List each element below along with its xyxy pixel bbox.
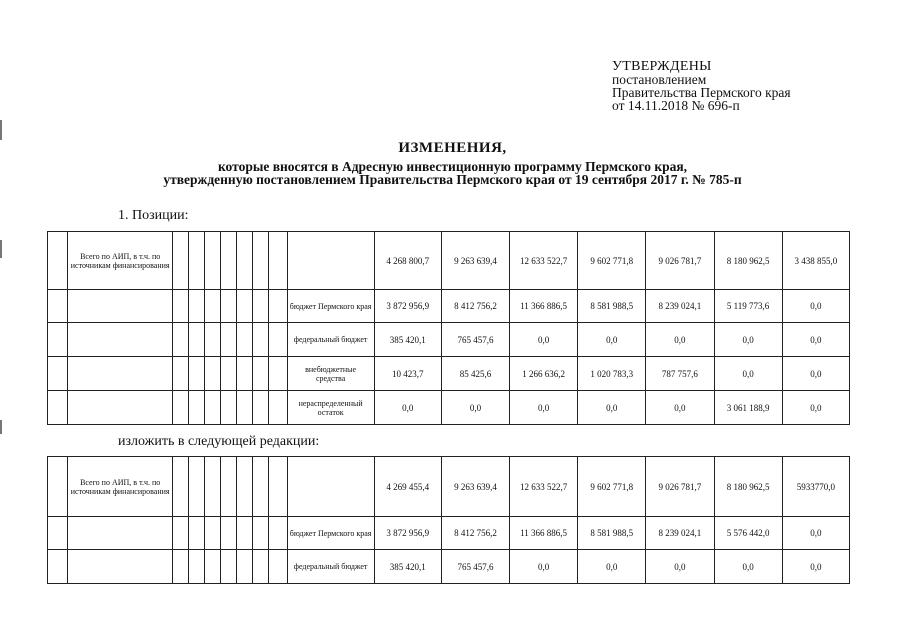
value-cell: 8 239 024,1 xyxy=(646,517,714,550)
value-cell: 0,0 xyxy=(782,290,849,323)
empty-cell xyxy=(253,290,269,323)
funding-source-cell: бюджет Пермского края xyxy=(287,290,374,323)
row-label-cell xyxy=(68,357,173,391)
value-cell: 5 576 442,0 xyxy=(714,517,782,550)
value-cell: 0,0 xyxy=(782,391,849,425)
empty-cell xyxy=(269,550,287,584)
approval-title: УТВЕРЖДЕНЫ xyxy=(612,59,712,74)
empty-cell xyxy=(205,550,221,584)
empty-cell xyxy=(237,457,253,517)
empty-cell xyxy=(189,550,205,584)
value-cell: 0,0 xyxy=(782,323,849,357)
empty-cell xyxy=(173,290,189,323)
approval-line: Правительства Пермского края xyxy=(612,85,791,100)
value-cell: 9 026 781,7 xyxy=(646,232,714,290)
empty-cell xyxy=(48,232,68,290)
value-cell: 0,0 xyxy=(646,550,714,584)
empty-cell xyxy=(48,457,68,517)
value-cell: 8 180 962,5 xyxy=(714,232,782,290)
empty-cell xyxy=(48,550,68,584)
value-cell: 9 263 639,4 xyxy=(441,232,509,290)
empty-cell xyxy=(173,391,189,425)
approval-block xyxy=(612,60,791,112)
row-label-cell: Всего по АИП, в т.ч. по источникам финансирования xyxy=(68,232,173,290)
value-cell: 0,0 xyxy=(646,391,714,425)
empty-cell xyxy=(253,232,269,290)
value-cell: 8 581 988,5 xyxy=(578,517,646,550)
empty-cell xyxy=(48,391,68,425)
value-cell: 9 263 639,4 xyxy=(441,457,509,517)
row-label-cell: Всего по АИП, в т.ч. по источникам финансирования xyxy=(68,457,173,517)
section-new-edition: изложить в следующей редакции: xyxy=(118,434,320,449)
approval-line: от 14.11.2018 № 696-п xyxy=(612,98,740,113)
empty-cell xyxy=(221,323,237,357)
empty-cell xyxy=(237,232,253,290)
empty-cell xyxy=(237,517,253,550)
empty-cell xyxy=(173,517,189,550)
empty-cell xyxy=(237,357,253,391)
funding-source-cell: федеральный бюджет xyxy=(287,550,374,584)
funding-source-cell: внебюджетные средства xyxy=(287,357,374,391)
empty-cell xyxy=(189,357,205,391)
empty-cell xyxy=(221,290,237,323)
row-label-cell xyxy=(68,517,173,550)
value-cell: 8 239 024,1 xyxy=(646,290,714,323)
value-cell: 0,0 xyxy=(646,323,714,357)
empty-cell xyxy=(237,391,253,425)
value-cell: 9 602 771,8 xyxy=(578,457,646,517)
row-label-cell xyxy=(68,323,173,357)
value-cell: 12 633 522,7 xyxy=(510,232,578,290)
empty-cell xyxy=(253,550,269,584)
value-cell: 0,0 xyxy=(782,357,849,391)
value-cell: 85 425,6 xyxy=(441,357,509,391)
empty-cell xyxy=(253,391,269,425)
value-cell: 4 269 455,4 xyxy=(374,457,441,517)
value-cell: 787 757,6 xyxy=(646,357,714,391)
value-cell: 0,0 xyxy=(714,323,782,357)
section-positions: 1. Позиции: xyxy=(118,208,189,223)
value-cell: 9 026 781,7 xyxy=(646,457,714,517)
value-cell: 0,0 xyxy=(782,550,849,584)
empty-cell xyxy=(205,323,221,357)
funding-source-cell: нераспределенный остаток xyxy=(287,391,374,425)
value-cell: 0,0 xyxy=(782,517,849,550)
empty-cell xyxy=(205,517,221,550)
table-row xyxy=(48,391,850,425)
value-cell: 10 423,7 xyxy=(374,357,441,391)
table-row xyxy=(48,457,850,517)
empty-cell xyxy=(189,290,205,323)
empty-cell xyxy=(173,550,189,584)
empty-cell xyxy=(205,232,221,290)
value-cell: 3 872 956,9 xyxy=(374,290,441,323)
value-cell: 5 119 773,6 xyxy=(714,290,782,323)
value-cell: 0,0 xyxy=(374,391,441,425)
value-cell: 8 412 756,2 xyxy=(441,517,509,550)
empty-cell xyxy=(189,391,205,425)
subtitle-line: утвержденную постановлением Правительства Пермского края от 19 сентября 2017 г. № 785-п xyxy=(163,172,742,187)
value-cell: 8 412 756,2 xyxy=(441,290,509,323)
table-row xyxy=(48,323,850,357)
value-cell: 0,0 xyxy=(578,550,646,584)
empty-cell xyxy=(205,357,221,391)
empty-cell xyxy=(237,290,253,323)
empty-cell xyxy=(269,517,287,550)
value-cell: 385 420,1 xyxy=(374,550,441,584)
empty-cell xyxy=(205,457,221,517)
empty-cell xyxy=(269,357,287,391)
empty-cell xyxy=(48,290,68,323)
subtitle-line: которые вносятся в Адресную инвестиционную программу Пермского края, xyxy=(217,159,688,174)
value-cell: 0,0 xyxy=(510,391,578,425)
empty-cell xyxy=(221,517,237,550)
value-cell: 4 268 800,7 xyxy=(374,232,441,290)
value-cell: 0,0 xyxy=(510,550,578,584)
empty-cell xyxy=(253,517,269,550)
empty-cell xyxy=(253,323,269,357)
empty-cell xyxy=(269,457,287,517)
value-cell: 8 180 962,5 xyxy=(714,457,782,517)
empty-cell xyxy=(221,357,237,391)
row-label-cell xyxy=(68,550,173,584)
table-row xyxy=(48,357,850,391)
value-cell: 3 872 956,9 xyxy=(374,517,441,550)
empty-cell xyxy=(269,232,287,290)
empty-cell xyxy=(221,232,237,290)
empty-cell xyxy=(173,232,189,290)
empty-cell xyxy=(173,323,189,357)
table-row xyxy=(48,290,850,323)
funding-source-cell: федеральный бюджет xyxy=(287,323,374,357)
row-label-cell xyxy=(68,391,173,425)
scan-edge-bar xyxy=(0,120,2,140)
value-cell: 11 366 886,5 xyxy=(510,290,578,323)
document-title: ИЗМЕНЕНИЯ, xyxy=(398,140,507,156)
empty-cell xyxy=(237,550,253,584)
empty-cell xyxy=(205,391,221,425)
empty-cell xyxy=(221,457,237,517)
scan-edge-bar xyxy=(0,420,2,434)
value-cell: 0,0 xyxy=(714,550,782,584)
table-row xyxy=(48,550,850,584)
empty-cell xyxy=(48,517,68,550)
value-cell: 5933770,0 xyxy=(782,457,849,517)
row-label-cell xyxy=(68,290,173,323)
value-cell: 12 633 522,7 xyxy=(510,457,578,517)
empty-cell xyxy=(189,517,205,550)
funding-source-cell: бюджет Пермского края xyxy=(287,517,374,550)
value-cell: 3 061 188,9 xyxy=(714,391,782,425)
empty-cell xyxy=(173,357,189,391)
value-cell: 0,0 xyxy=(578,323,646,357)
value-cell: 765 457,6 xyxy=(441,323,509,357)
value-cell: 3 438 855,0 xyxy=(782,232,849,290)
empty-cell xyxy=(173,457,189,517)
funding-source-cell xyxy=(287,457,374,517)
value-cell: 11 366 886,5 xyxy=(510,517,578,550)
funding-source-cell xyxy=(287,232,374,290)
scan-edge-bar xyxy=(0,240,2,258)
empty-cell xyxy=(189,232,205,290)
value-cell: 1 020 783,3 xyxy=(578,357,646,391)
empty-cell xyxy=(221,550,237,584)
value-cell: 385 420,1 xyxy=(374,323,441,357)
value-cell: 8 581 988,5 xyxy=(578,290,646,323)
empty-cell xyxy=(237,323,253,357)
positions-table xyxy=(47,231,850,425)
empty-cell xyxy=(189,323,205,357)
value-cell: 0,0 xyxy=(714,357,782,391)
empty-cell xyxy=(189,457,205,517)
empty-cell xyxy=(269,323,287,357)
empty-cell xyxy=(269,391,287,425)
empty-cell xyxy=(205,290,221,323)
value-cell: 765 457,6 xyxy=(441,550,509,584)
empty-cell xyxy=(253,457,269,517)
empty-cell xyxy=(48,323,68,357)
table-row xyxy=(48,517,850,550)
table-row xyxy=(48,232,850,290)
value-cell: 1 266 636,2 xyxy=(510,357,578,391)
empty-cell xyxy=(269,290,287,323)
new-edition-table xyxy=(47,456,850,584)
empty-cell xyxy=(48,357,68,391)
empty-cell xyxy=(253,357,269,391)
empty-cell xyxy=(221,391,237,425)
approval-line: постановлением xyxy=(612,72,707,87)
value-cell: 0,0 xyxy=(441,391,509,425)
value-cell: 0,0 xyxy=(510,323,578,357)
value-cell: 9 602 771,8 xyxy=(578,232,646,290)
document-subtitle xyxy=(0,160,905,186)
value-cell: 0,0 xyxy=(578,391,646,425)
